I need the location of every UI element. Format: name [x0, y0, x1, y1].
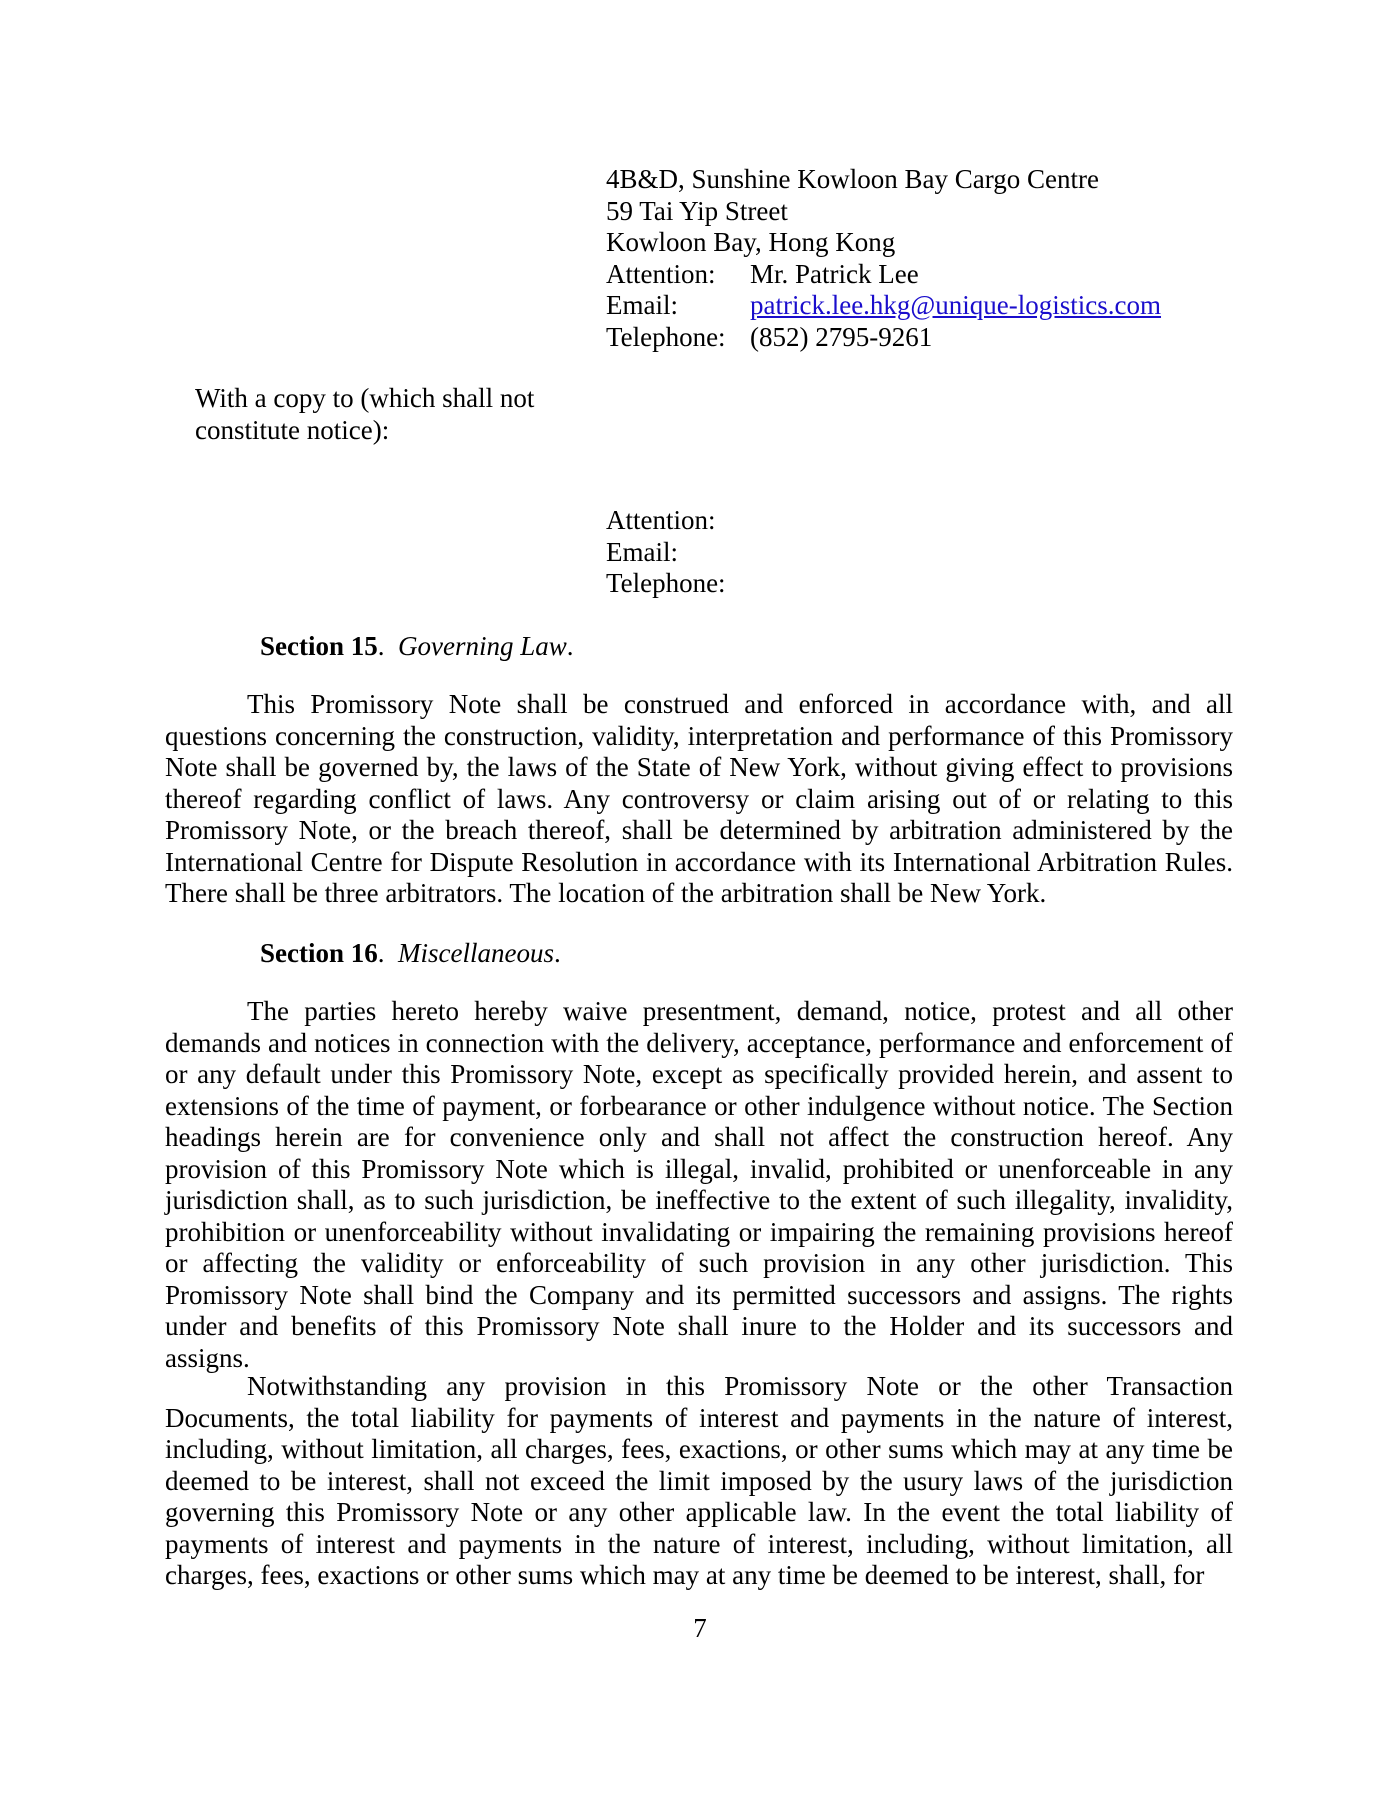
- telephone-label: Telephone:: [606, 321, 726, 352]
- section-16-number: Section 16: [260, 938, 378, 968]
- section-15-body: This Promissory Note shall be construed and enforced in accordance with, and all questions concerning the construction, validity, interpretation and performance of this Promissory Note shall be governed by, the laws of the State of New York, without giving effect to provisions thereof regarding conflict of laws. Any controversy or claim arising out of or relating to this Promissory Note, or the breach thereof, shall be determined by arbitration administered by the International Centre for Dispute Resolution in accordance with its International Arbitration Rules. There shall be three arbitrators. The location of the arbitration shall be New York.: [165, 689, 1233, 908]
- page-number: 7: [693, 1613, 707, 1643]
- address-line: 4B&D, Sunshine Kowloon Bay Cargo Centre: [606, 164, 1099, 194]
- address-line: 59 Tai Yip Street: [606, 195, 788, 226]
- recipient-address-block: [606, 164, 1306, 353]
- copy-to-contact-block: [606, 505, 1206, 600]
- section-15-heading: Section 15. Governing Law.: [260, 631, 574, 661]
- section-15-number: Section 15: [260, 631, 378, 661]
- section-16-paragraph-1: The parties hereto hereby waive presentment, demand, notice, protest and all other demands and notices in connection with the delivery, acceptance, performance and enforcement of or any default under this Promissory Note, except as specifically provided herein, and assent to extensions of the time of payment, or forbearance or other indulgence without notice. The Section headings herein are for convenience only and shall not affect the construction hereof. Any provision of this Promissory Note which is illegal, invalid, prohibited or unenforceable in any jurisdiction shall, as to such jurisdiction, be ineffective to the extent of such illegality, invalidity, prohibition or unenforceability without invalidating or impairing the remaining provisions hereof or affecting the validity or enforceability of such provision in any other jurisdiction. This Promissory Note shall bind the Company and its permitted successors and assigns. The rights under and benefits of this Promissory Note shall inure to the Holder and its successors and assigns.: [165, 996, 1233, 1373]
- email-row: [606, 290, 1306, 322]
- section-16-paragraph-2: Notwithstanding any provision in this Promissory Note or the other Transaction Documents, the total liability for payments of interest and payments in the nature of interest, including, without limitation, all charges, fees, exactions, or other sums which may at any time be deemed to be interest, shall not exceed the limit imposed by the usury laws of the jurisdiction governing this Promissory Note or any other applicable law. In the event the total liability of payments of interest and payments in the nature of interest, including, without limitation, all charges, fees, exactions or other sums which may at any time be deemed to be interest, shall, for: [165, 1371, 1233, 1590]
- copy-attention-label: Attention:: [606, 505, 716, 535]
- section-16-heading: Section 16. Miscellaneous.: [260, 938, 561, 968]
- copy-email-label: Email:: [606, 536, 678, 567]
- email-label: Email:: [606, 290, 678, 320]
- attention-row: [606, 259, 1306, 291]
- address-line: Kowloon Bay, Hong Kong: [606, 227, 896, 257]
- telephone-row: [606, 322, 1306, 354]
- email-link[interactable]: patrick.lee.hkg@unique-logistics.com: [750, 290, 1162, 320]
- attention-value: Mr. Patrick Lee: [750, 258, 919, 289]
- section-15-title: Governing Law: [398, 631, 567, 661]
- telephone-value: (852) 2795-9261: [750, 321, 933, 352]
- copy-telephone-label: Telephone:: [606, 568, 726, 598]
- section-16-title: Miscellaneous: [398, 938, 554, 968]
- copy-to-label: With a copy to (which shall not constitute notice):: [195, 383, 535, 445]
- attention-label: Attention:: [606, 258, 716, 289]
